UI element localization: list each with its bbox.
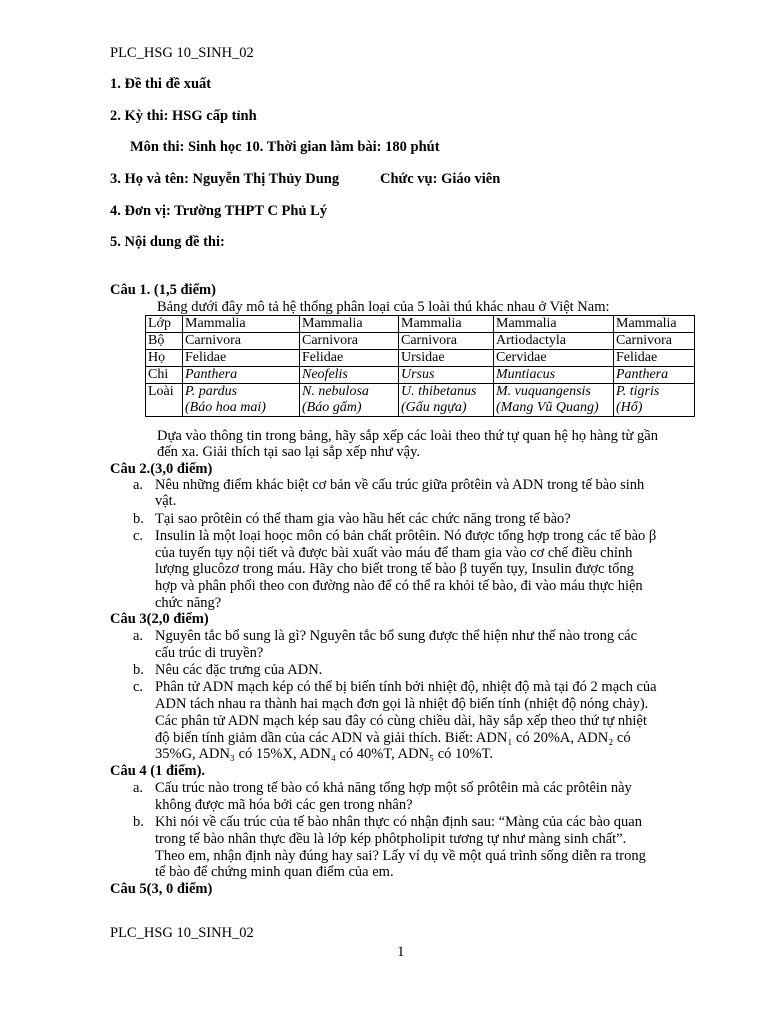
question-3b: Nêu các đặc trưng của ADN. xyxy=(155,662,323,678)
question-4b-line-1: Khi nói về cấu trúc của tế bào nhân thực có nhận định sau: “Màng của các bào quan xyxy=(155,814,642,830)
question-4b-line-4: tế bào để chứng minh quan điểm của em. xyxy=(155,864,394,880)
question-2-title: Câu 2.(3,0 điểm) xyxy=(110,461,213,477)
table-cell xyxy=(183,384,300,417)
question-3a-line-2: cấu trúc di truyền? xyxy=(155,645,264,661)
info-line-6: 5. Nội dung đề thi: xyxy=(110,234,225,250)
item-marker-a: a. xyxy=(133,477,144,493)
question-2c-line-2: của tuyến tụy nội tiết và được bài xuất vào máu để tham gia vào cơ chế điều chỉnh xyxy=(155,545,633,561)
question-2c-line-3: lượng glucôzơ trong máu. Hãy cho biết trong tế bào β tuyến tụy, Insulin được tổng xyxy=(155,561,634,577)
genus-name: Ursus xyxy=(401,367,435,382)
question-4-title: Câu 4 (1 điểm). xyxy=(110,763,206,779)
item-marker-a: a. xyxy=(133,628,144,644)
table-cell: Mammalia xyxy=(614,316,695,333)
table-cell xyxy=(494,367,614,384)
info-author-name: 3. Họ và tên: Nguyễn Thị Thủy Dung xyxy=(110,171,340,187)
question-1-title: Câu 1. (1,5 điểm) xyxy=(110,282,216,298)
table-cell: Carnivora xyxy=(183,333,300,350)
species-scientific-name: P. pardus xyxy=(185,384,238,399)
table-cell: Cervidae xyxy=(494,350,614,367)
species-common-name: (Báo hoa mai) xyxy=(185,400,266,415)
question-2a-line-1: Nêu những điểm khác biệt cơ bản về cấu trúc giữa prôtêin và ADN trong tế bào sinh xyxy=(155,477,645,493)
question-5-title: Câu 5(3, 0 điểm) xyxy=(110,881,213,897)
table-cell: Felidae xyxy=(183,350,300,367)
question-4b-line-3: Theo em, nhận định này đúng hay sai? Lấy ví dụ về một quá trình sống diễn ra trong xyxy=(155,848,646,864)
question-3a-line-1: Nguyên tắc bổ sung là gì? Nguyên tắc bổ sung được thể hiện như thế nào trong các xyxy=(155,628,638,644)
info-line-5: 4. Đơn vị: Trường THPT C Phủ Lý xyxy=(110,203,328,219)
species-common-name: (Mang Vũ Quang) xyxy=(496,400,599,415)
table-cell: Artiodactyla xyxy=(494,333,614,350)
question-2c-line-4: hợp và phân phối theo con đường nào để có thể ra khỏi tế bào, đi vào máu thực hiện xyxy=(155,578,643,594)
question-3c-line-5: 35%G, ADN₃ có 15%X, ADN₄ có 40%T, ADN₅ có 10%T. xyxy=(155,746,494,762)
table-cell: Felidae xyxy=(300,350,399,367)
table-cell: Carnivora xyxy=(399,333,494,350)
question-1-task-line-2: đến xa. Giải thích tại sao lại sắp xếp như vậy. xyxy=(157,444,421,460)
table-cell xyxy=(614,384,695,417)
table-cell: Loài xyxy=(146,384,183,417)
table-cell: Carnivora xyxy=(614,333,695,350)
question-2b: Tại sao prôtêin có thể tham gia vào hầu hết các chức năng trong tế bào? xyxy=(155,511,571,527)
question-1-task-line-1: Dựa vào thông tin trong bảng, hãy sắp xếp các loài theo thứ tự quan hệ họ hàng từ gần xyxy=(157,428,658,444)
info-line-1: 1. Đề thi đề xuất xyxy=(110,76,212,92)
question-4a-line-2: không được mã hóa bởi các gen trong nhân? xyxy=(155,797,413,813)
table-cell: Carnivora xyxy=(300,333,399,350)
question-3c-line-4: độ biến tính giảm dần của các ADN và giải thích. Biết: ADN₁ có 20%A, ADN₂ có xyxy=(155,730,631,746)
table-row xyxy=(146,367,695,384)
item-marker-c: c. xyxy=(133,528,144,544)
species-scientific-name: M. vuquangensis xyxy=(496,384,591,399)
species-scientific-name: N. nebulosa xyxy=(302,384,369,399)
species-common-name: (Báo gấm) xyxy=(302,400,362,415)
item-marker-b: b. xyxy=(133,511,144,527)
species-scientific-name: U. thibetanus xyxy=(401,384,477,399)
species-common-name: (Hổ) xyxy=(616,400,643,415)
genus-name: Muntiacus xyxy=(496,367,556,382)
question-3-title: Câu 3(2,0 điểm) xyxy=(110,611,209,627)
table-cell: Felidae xyxy=(614,350,695,367)
table-row xyxy=(146,350,695,367)
table-cell: Mammalia xyxy=(300,316,399,333)
species-scientific-name: P. tigris xyxy=(616,384,660,399)
page-number: 1 xyxy=(397,944,405,960)
table-cell: Ursidae xyxy=(399,350,494,367)
species-common-name: (Gấu ngựa) xyxy=(401,400,467,415)
table-cell: Bộ xyxy=(146,333,183,350)
item-marker-a: a. xyxy=(133,780,144,796)
genus-name: Neofelis xyxy=(302,367,348,382)
question-2c-line-1: Insulin là một loại hoọc môn có bản chất prôtêin. Nó được tổng hợp trong các tế bào β xyxy=(155,528,657,544)
table-cell: Mammalia xyxy=(494,316,614,333)
table-row xyxy=(146,316,695,333)
question-4b-line-2: trong tế bào nhân thực đều là lớp kép phôtpholipit tương tự như màng sinh chất”. xyxy=(155,831,627,847)
table-cell xyxy=(300,384,399,417)
item-marker-b: b. xyxy=(133,814,144,830)
question-2a-line-2: vật. xyxy=(155,493,177,509)
table-cell xyxy=(399,384,494,417)
document-footer: PLC_HSG 10_SINH_02 xyxy=(110,925,254,941)
genus-name: Panthera xyxy=(185,367,238,382)
table-cell: Lớp xyxy=(146,316,183,333)
info-line-3: Môn thi: Sinh học 10. Thời gian làm bài: 180 phút xyxy=(130,139,440,155)
table-row xyxy=(146,333,695,350)
question-3c-line-2: ADN tách nhau ra thành hai mạch đơn gọi là nhiệt độ biến tính (nhiệt độ nóng chảy). xyxy=(155,696,649,712)
question-1-intro: Bảng dưới đây mô tả hệ thống phân loại của 5 loài thú khác nhau ở Việt Nam: xyxy=(157,299,610,315)
question-3c-line-1: Phân tử ADN mạch kép có thể bị biến tính bởi nhiệt độ, nhiệt độ mà tại đó 2 mạch của xyxy=(155,679,657,695)
table-row xyxy=(146,384,695,417)
table-cell: Mammalia xyxy=(183,316,300,333)
classification-table xyxy=(145,315,695,417)
document-header: PLC_HSG 10_SINH_02 xyxy=(110,45,254,61)
table-cell xyxy=(183,367,300,384)
table-cell xyxy=(494,384,614,417)
question-2c-line-5: chức năng? xyxy=(155,595,222,611)
question-4a-line-1: Cấu trúc nào trong tế bào có khả năng tổng hợp một số prôtêin mà các prôtêin này xyxy=(155,780,632,796)
table-cell: Chi xyxy=(146,367,183,384)
table-cell xyxy=(300,367,399,384)
table-cell: Họ xyxy=(146,350,183,367)
table-cell: Mammalia xyxy=(399,316,494,333)
table-cell xyxy=(399,367,494,384)
item-marker-c: c. xyxy=(133,679,144,695)
genus-name: Panthera xyxy=(616,367,669,382)
question-3c-line-3: Các phân tử ADN mạch kép sau đây có cùng chiều dài, hãy sắp xếp theo thứ tự nhiệt xyxy=(155,713,647,729)
info-line-2: 2. Kỳ thi: HSG cấp tỉnh xyxy=(110,108,257,124)
table-cell xyxy=(614,367,695,384)
info-author-position: Chức vụ: Giáo viên xyxy=(380,171,501,187)
item-marker-b: b. xyxy=(133,662,144,678)
